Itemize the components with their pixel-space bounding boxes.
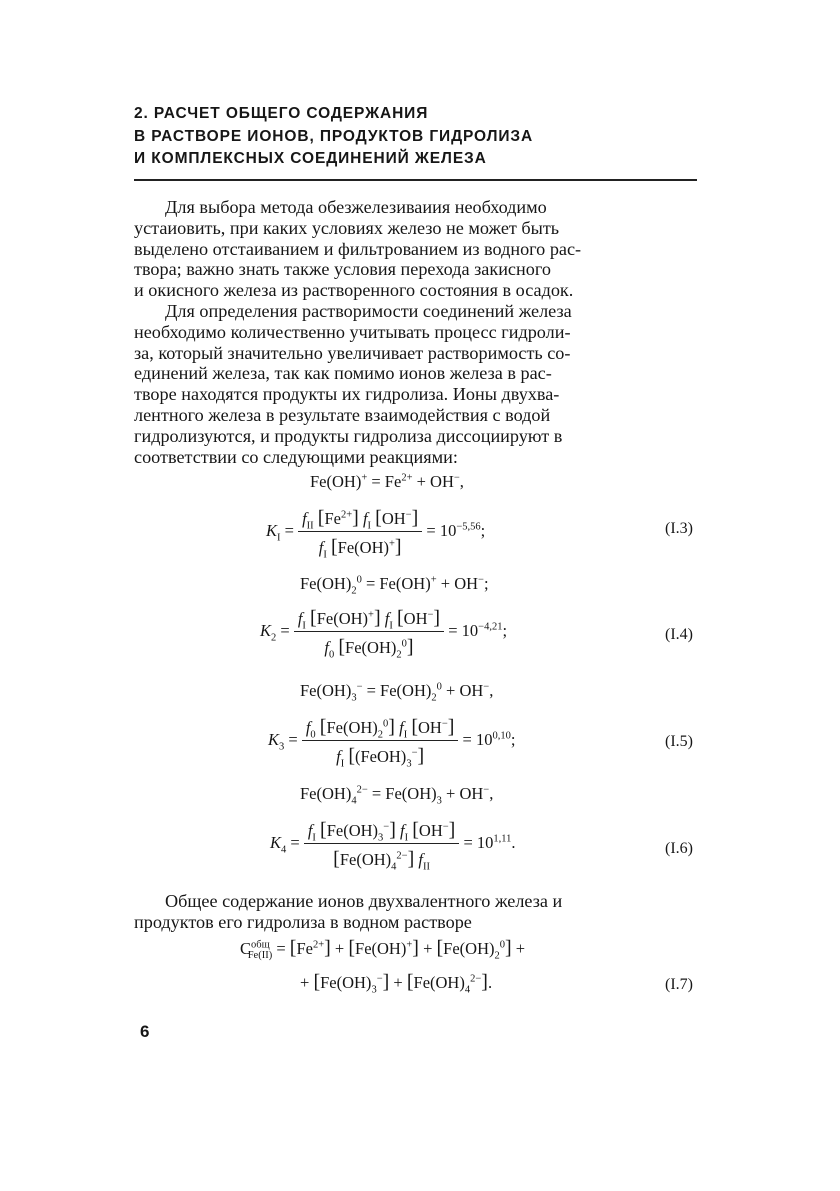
section-heading (134, 103, 714, 171)
reaction-3: $Fe(OH)_3^- = Fe(OH)_2^0 + OH^-$, (300, 681, 494, 704)
text-line: творе находятся продукты их гидролиза. Ионы двухва- (134, 384, 560, 405)
text-line: твора; важно знать также условия перехода закисного (134, 259, 551, 280)
text-line: Для выбора метода обезжелезиваиия необходимо (165, 197, 547, 217)
text-line: необходимо количественно учитывать процесс гидроли- (134, 321, 571, 342)
paragraph-total (134, 891, 699, 933)
text-line: соответствии со следующими реакциями: (134, 446, 458, 467)
paragraph-intro (134, 197, 699, 301)
text-line: и окисного железа из растворенного состояния в осадок. (134, 280, 574, 301)
equilibrium-k1: $K_I$ = $\frac{f_{II} [Fe^{2+}] f_I [OH^-]}{f_I [Fe(OH)^+]}$ = $10^{-5,56}$; (266, 507, 486, 561)
equilibrium-k2: $K_2$ = $\frac{f_I [Fe(OH)^+] f_I [OH^-]}{f_0 [Fe(OH)_2^0]}$ = $10^{-4,21}$; (260, 607, 508, 661)
text-line: продуктов его гидролиза в водном растворе (134, 911, 472, 932)
equilibrium-k3: $K_3$ = $\frac{f_0 [Fe(OH)_2^0] f_I [OH^-]}{f_I [(FeOH)_3^-]}$ = $10^{0,10}$; (268, 716, 516, 770)
heading-line: 2. РАСЧЕТ ОБЩЕГО СОДЕРЖАНИЯ (134, 105, 429, 122)
text-line: Для определения растворимости соединений железа (165, 301, 572, 321)
heading-line: И КОМПЛЕКСНЫХ СОЕДИНЕНИЙ ЖЕЛЕЗА (134, 150, 487, 167)
total-concentration-line2: + $[Fe(OH)_3^-] + [Fe(OH)_4^{2-}]$. (300, 971, 493, 996)
equilibrium-k4: $K_4$ = $\frac{f_I [Fe(OH)_3^-] f_I [OH^-]}{[Fe(OH)_4^{2-}] f_{II}}$ = $10^{1,11}$. (270, 819, 516, 873)
reaction-1: $Fe(OH)^+ = Fe^{2+} + OH^-$, (310, 472, 464, 491)
text-line: Общее содержание ионов двухвалентного железа и (165, 891, 563, 911)
reaction-2: $Fe(OH)_2^0 = Fe(OH)^+ + OH^-$; (300, 574, 489, 597)
text-line: устаиовить, при каких условиях железо не может быть (134, 217, 560, 238)
text-line: гидролизуются, и продукты гидролиза диссоциируют в (134, 425, 563, 446)
equation-number: (I.6) (665, 840, 693, 857)
equation-number: (I.4) (665, 626, 693, 643)
text-line: за, который значительно увеличивает растворимость со- (134, 342, 571, 363)
equation-number: (I.5) (665, 733, 693, 750)
text-line: выделено отстаиванием и фильтрованием из водного рас- (134, 238, 582, 259)
heading-line: В РАСТВОРЕ ИОНОВ, ПРОДУКТОВ ГИДРОЛИЗА (134, 127, 534, 145)
equation-number: (I.3) (665, 520, 693, 537)
reaction-4: $Fe(OH)_4^{2-} = Fe(OH)_3 + OH^-$, (300, 784, 494, 807)
paragraph-solubility (134, 301, 699, 467)
text-line: единений железа, так как помимо ионов железа в рас- (134, 363, 552, 384)
text-line: лентного железа в результате взаимодействия с водой (134, 404, 551, 425)
equation-number: (I.7) (665, 976, 693, 993)
page-number: 6 (140, 1022, 150, 1041)
heading-rule (134, 179, 697, 181)
total-concentration-line1: $C^{общ}_{Fe(II)} = [Fe^{2+}] + [Fe(OH)^+] + [Fe(OH)_2^0]$ + (240, 937, 526, 962)
